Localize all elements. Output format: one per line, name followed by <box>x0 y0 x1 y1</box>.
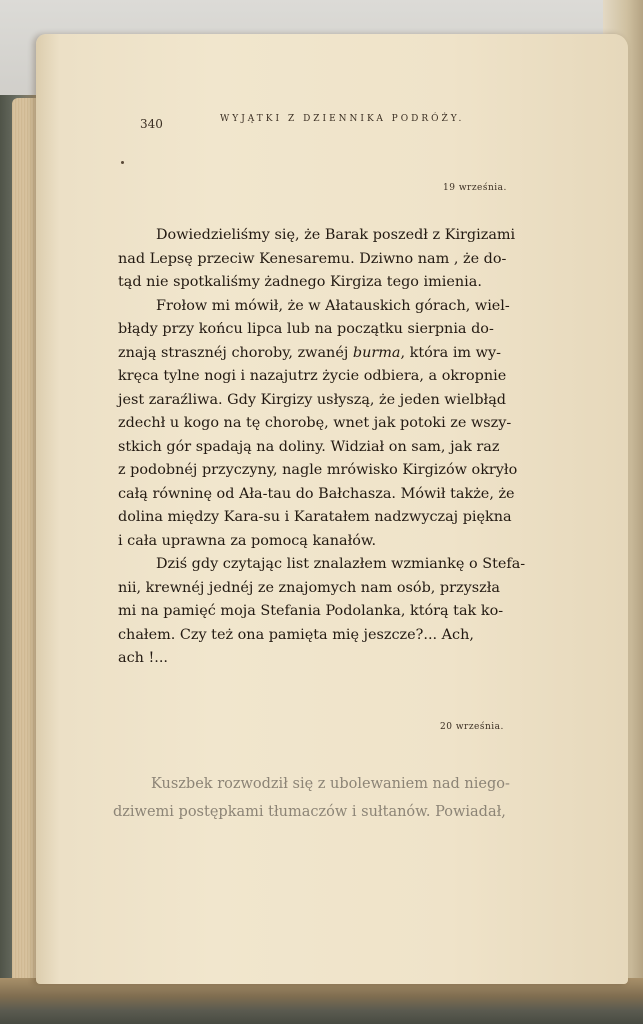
page-number: 340 <box>140 117 163 131</box>
text-line: dolina między Kara-su i Karatałem nadzwyczaj piękna <box>118 509 512 525</box>
book-bottom-edge <box>0 978 643 1024</box>
text-line: znają strasznéj choroby, zwanéj burma, która im wy- <box>118 344 501 361</box>
text-line: z podobnéj przyczyny, nagle mrówisko Kirgizów okryło <box>118 462 518 478</box>
text-line: kręca tylne nogi i nazajutrz życie odbiera, a okropnie <box>118 368 507 384</box>
text-line: zdechł u kogo na tę chorobę, wnet jak potoki ze wszy- <box>118 415 512 431</box>
text-line: Dziś gdy czytając list znalazłem wzmiankę o Stefa- <box>156 556 526 572</box>
text-line: nad Lepsę przeciw Kenesaremu. Dziwno nam , że do- <box>118 250 507 267</box>
text-line: jest zaraźliwa. Gdy Kirgizy usłyszą, że jeden wielbłąd <box>118 391 506 408</box>
text-line: i cała uprawna za pomocą kanałów. <box>118 532 377 549</box>
text-line: całą równinę od Ała-tau do Bałchasza. Mówił także, że <box>118 485 515 502</box>
text-line: nii, krewnéj jednéj ze znajomych nam osób, przyszła <box>118 579 500 596</box>
entry-date-heading: 19 września. <box>443 183 507 193</box>
text-line: chałem. Czy też ona pamięta mię jeszcze?... Ach, <box>118 626 474 643</box>
ink-speck <box>121 161 124 164</box>
running-title: WYJĄTKI Z DZIENNIKA PODRÓŻY. <box>220 114 465 124</box>
text-line: tąd nie spotkaliśmy żadnego Kirgiza tego imienia. <box>118 274 482 290</box>
text-line: stkich gór spadają na doliny. Widział on sam, jak raz <box>118 438 500 455</box>
faded-text <box>113 770 553 826</box>
text-line: mi na pamięć moja Stefania Podolanka, którą tak ko- <box>118 603 504 619</box>
text-line: ach !... <box>118 650 168 666</box>
faded-text-line: dziwemi postępkami tłumaczów i sułtanów. Powiadał, <box>113 804 506 820</box>
faded-text-line: Kuszbek rozwodził się z ubolewaniem nad niego- <box>151 776 510 792</box>
entry-date-heading: 20 września. <box>440 722 504 732</box>
text-line: Frołow mi mówił, że w Ałatauskich górach, wiel- <box>156 297 510 314</box>
running-header <box>140 114 580 134</box>
text-line: błądy przy końcu lipca lub na początku sierpnia do- <box>118 321 494 337</box>
body-text <box>118 224 548 671</box>
text-line: Dowiedzieliśmy się, że Barak poszedł z Kirgizami <box>156 227 516 243</box>
